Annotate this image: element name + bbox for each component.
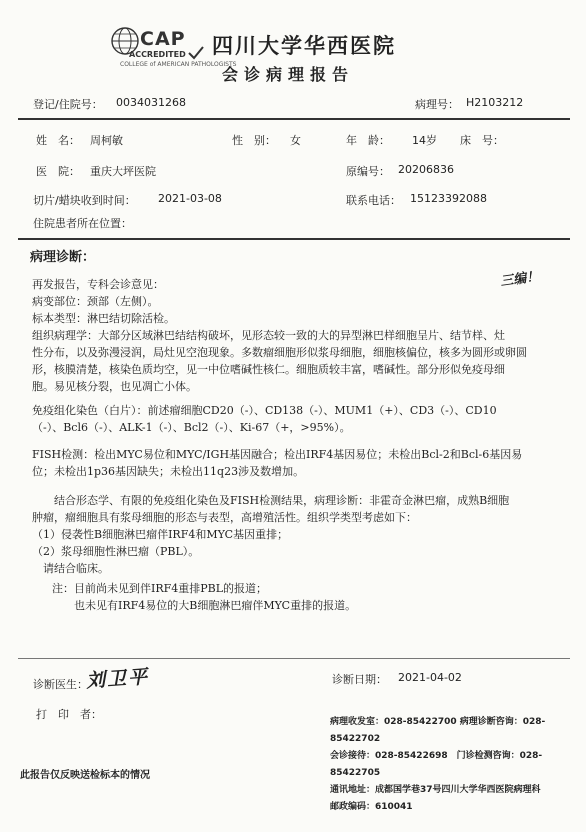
patient-age: 14岁	[412, 134, 437, 147]
registration-value: 0034031268	[116, 96, 186, 109]
diagnosis-line: 形，核膜清楚，核染色质均空，见一中位嗜碱性核仁。细胞质较丰富，嗜碱性。部分形似免疫母细	[32, 363, 505, 376]
divider-bottom	[18, 658, 570, 659]
diagnosis-date: 2021-04-02	[398, 671, 462, 684]
patient-bed-label: 床 号：	[460, 134, 504, 147]
divider-top	[18, 118, 570, 120]
footer-line: 会诊接待：028-85422698 门诊检测咨询：028-85422705	[330, 751, 543, 778]
printer-label: 打 印 者：	[36, 708, 102, 721]
footer-contacts	[330, 714, 586, 816]
diagnosis-line: 标本类型：淋巴结切除活检。	[32, 312, 175, 325]
note-line: 也未见有IRF4易位的大B细胞淋巴瘤伴MYC重排的报道。	[52, 599, 357, 612]
patient-name: 周柯敏	[90, 134, 123, 147]
ihc-line: 免疫组化染色（白片）：前述瘤细胞CD20（-）、CD138（-）、MUM1（+）、CD3（-）、CD10	[32, 404, 497, 417]
conclusion-line: 肿瘤，瘤细胞具有浆母细胞的形态与表型，高增殖活性。组织学类型考虑如下：	[32, 511, 417, 524]
diagnosis-line: 组织病理学：大部分区域淋巴结结构破坏，见形态较一致的大的异型淋巴样细胞呈片、结节样、灶	[32, 329, 505, 342]
hospital-label: 医 院：	[36, 165, 80, 178]
cap-logo-sub: ACCREDITED	[129, 50, 186, 59]
note-text	[52, 580, 572, 614]
doctor-label: 诊断医生：	[33, 678, 88, 691]
footer-line: 病理收发室：028-85422700 病理诊断咨询：028-85422702	[330, 717, 546, 744]
referring-hospital: 重庆大坪医院	[90, 165, 156, 178]
divider-mid	[18, 238, 570, 240]
patient-name-label: 姓 名：	[36, 134, 80, 147]
cap-logo-text: CAP	[140, 28, 186, 50]
handwritten-mark: 三编！	[499, 269, 541, 290]
diagnosis-text	[32, 276, 552, 395]
note-line: 注：目前尚未见到伴IRF4重排PBL的报道；	[52, 582, 268, 595]
fish-line: 位；未检出1p36基因缺失；未检出11q23涉及数增加。	[32, 465, 305, 478]
checkmark-icon	[188, 46, 204, 60]
pathology-no-label: 病理号：	[415, 98, 459, 111]
conclusion-line: （1）侵袭性B细胞淋巴瘤伴IRF4和MYC基因重排；	[32, 528, 289, 541]
footer-line: 通讯地址：成都国学巷37号四川大学华西医院病理科	[330, 785, 541, 795]
patient-sex-label: 性 别：	[232, 134, 276, 147]
conclusion-text	[32, 492, 552, 577]
phone-label: 联系电话：	[346, 194, 401, 207]
received-date: 2021-03-08	[158, 192, 222, 205]
cap-logo-college: COLLEGE of AMERICAN PATHOLOGISTS	[120, 61, 237, 68]
hospital-name: 四川大学华西医院	[212, 34, 396, 58]
registration-label: 登记/住院号：	[33, 98, 103, 111]
ihc-text	[32, 402, 552, 436]
pathology-no-value: H2103212	[466, 96, 524, 109]
fish-text	[32, 446, 552, 480]
fish-line: FISH检测：检出MYC易位和MYC/IGH基因融合；检出IRF4基因易位；未检出Bcl-2和Bcl-6基因易	[32, 448, 523, 461]
ihc-line: （-）、Bcl6（-）、ALK-1（-）、Bcl2（-）、Ki-67（+，>95%）。	[32, 421, 351, 434]
patient-sex: 女	[290, 134, 301, 147]
diagnosis-date-label: 诊断日期：	[332, 673, 387, 686]
conclusion-line: （2）浆母细胞性淋巴瘤（PBL）。	[32, 545, 200, 558]
diagnosis-line: 再发报告，专科会诊意见：	[32, 278, 164, 291]
diagnosis-line: 性分布，以及弥漫浸润，局灶见空泡现象。多数瘤细胞形似浆母细胞，细胞核偏位，核多为圆形或卵圆	[32, 346, 527, 359]
conclusion-line: 请结合临床。	[32, 562, 109, 575]
orig-no: 20206836	[398, 163, 454, 176]
doctor-signature: 刘卫平	[85, 665, 150, 693]
disclaimer: 此报告仅反映送检标本的情况	[20, 770, 150, 781]
patient-age-label: 年 龄：	[346, 134, 390, 147]
orig-no-label: 原编号：	[346, 165, 390, 178]
cap-logo	[96, 22, 237, 68]
diagnosis-line: 胞。易见核分裂，也见凋亡小体。	[32, 380, 197, 393]
phone: 15123392088	[410, 192, 487, 205]
footer-line: 邮政编码：610041	[330, 802, 413, 812]
diagnosis-heading: 病理诊断：	[30, 250, 96, 265]
diagnosis-line: 病变部位：颈部（左侧）。	[32, 295, 159, 308]
ward-label: 住院患者所在位置：	[33, 217, 132, 230]
conclusion-line: 结合形态学、有限的免疫组化染色及FISH检测结果，病理诊断：非霍奇金淋巴瘤，成熟B细胞	[32, 494, 510, 507]
received-label: 切片/蜡块收到时间：	[33, 194, 136, 207]
report-title: 会诊病理报告	[222, 65, 355, 84]
